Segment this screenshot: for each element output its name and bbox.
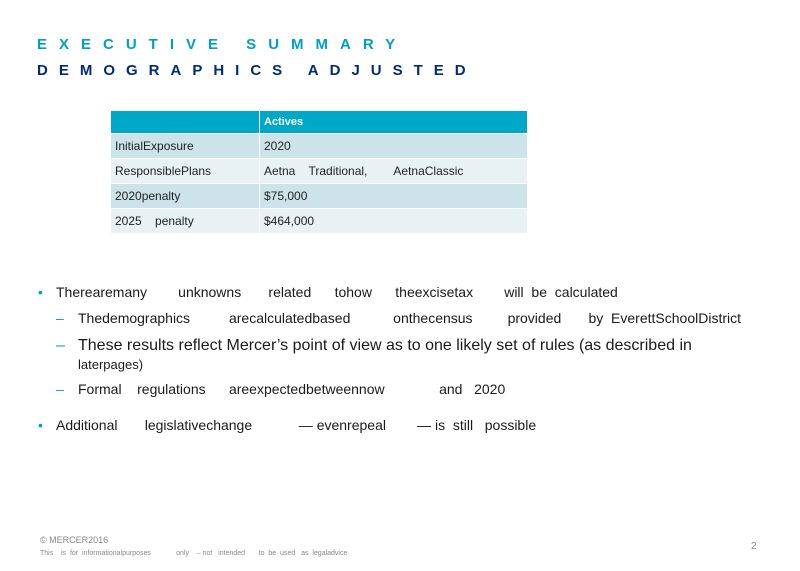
table-cell: $75,000	[260, 184, 528, 209]
dash-icon: –	[56, 381, 64, 397]
dash-icon: –	[56, 337, 65, 354]
table-cell: ResponsiblePlans	[111, 159, 260, 184]
table-header-cell	[111, 111, 260, 134]
sub-bullet-text: Thedemographics arecalculatedbased onthecensus provided by EverettSchoolDistrict	[78, 310, 741, 326]
table-row	[111, 209, 528, 234]
copyright-text: © MERCER2016	[40, 535, 109, 545]
summary-table	[110, 110, 528, 234]
section-title: EXECUTIVE SUMMARY	[37, 36, 408, 53]
bullet-dot-icon: •	[38, 417, 43, 433]
table-cell: $464,000	[260, 209, 528, 234]
table-cell: Aetna Traditional, AetnaClassic	[260, 159, 528, 184]
table-header-row	[111, 111, 528, 134]
table-row	[111, 159, 528, 184]
sub-bullet-item	[56, 310, 741, 326]
sub-bullet-item	[56, 381, 505, 397]
bullet-text: Additional legislativechange — evenrepeal — is still possible	[56, 417, 537, 433]
page-title: DEMOGRAPHICS ADJUSTED	[37, 62, 477, 79]
bullet-item	[38, 284, 618, 300]
bullet-text: Therearemany unknowns related tohow theexcisetax will be calculated	[56, 284, 618, 300]
bullet-item	[38, 417, 536, 433]
page-number: 2	[751, 541, 757, 552]
bullet-dot-icon: •	[38, 284, 43, 300]
table-row	[111, 134, 528, 159]
sub-bullet-text: Formal regulations areexpectedbetweennow and 2020	[78, 381, 506, 397]
table-cell: 2025 penalty	[111, 209, 260, 234]
table-cell: InitialExposure	[111, 134, 260, 159]
sub-bullet-item	[56, 335, 756, 373]
table-header-cell: Actives	[260, 111, 528, 134]
dash-icon: –	[56, 310, 64, 326]
table-cell: 2020penalty	[111, 184, 260, 209]
disclaimer-text: This is for informationalpurposes only – not intended to be used as legaladvice	[40, 550, 348, 557]
sub-bullet-text: These results reflect Mercer’s point of view as to one likely set of rules (as described in	[78, 337, 692, 354]
table-row	[111, 184, 528, 209]
sub-bullet-text-continued: laterpages)	[78, 357, 144, 372]
table-cell: 2020	[260, 134, 528, 159]
